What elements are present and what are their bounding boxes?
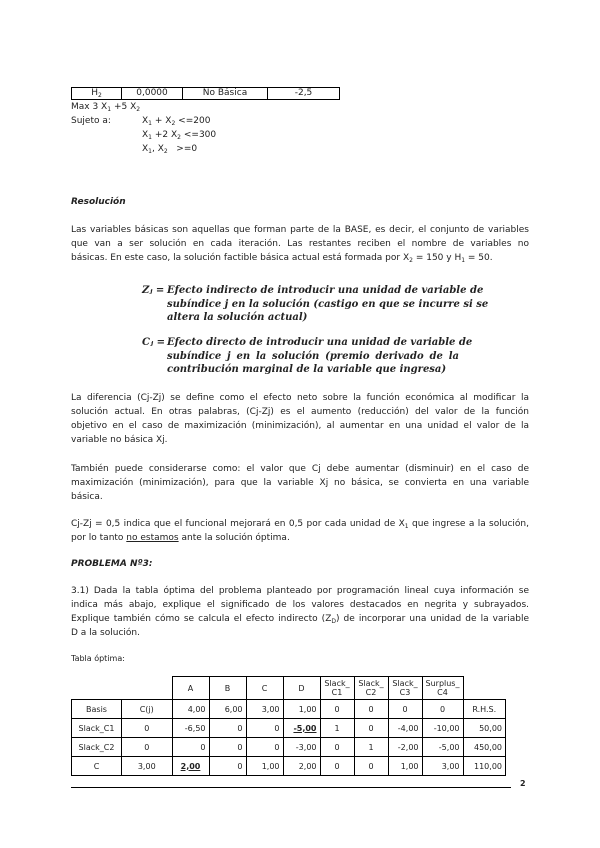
- paragraph-alternative: También puede considerarse como: el valor que Cj debe aumentar (disminuir) en el caso de maximización (minimización), para que la variable Xj no básica, se convierta en una variable básica.: [71, 464, 529, 502]
- highlighted-cell: -5,00: [283, 719, 320, 738]
- table-row: C 3,00 2,00 0 1,00 2,00 0 0 1,00 3,00 110,00: [72, 757, 506, 776]
- paragraph-cj-zj: La diferencia (Cj-Zj) se define como el efecto neto sobre la función económica al modificar la solución actual. En otras palabras, (Cj-Zj) es el aumento (reducción) del valor de la función objetivo en el caso de maximización (minimización), al aumentar en una unidad el valor de la variable no básica Xj.: [71, 393, 529, 445]
- paragraph-basic-variables: Las variables básicas son aquellas que forman parte de la BASE, es decir, el conjunto de variables que van a ser solución en cada iteración. Las restantes reciben el nombre de variables no básicas. En este caso, la solución factible básica actual está formada por $X_2 = 150$ y $H_1 = 50$.: [71, 225, 529, 264]
- constraint-1: $X_1 + X_2 <=200$: [142, 116, 211, 127]
- header-cell: Surplus_ C4: [422, 677, 463, 700]
- header-cell: B: [209, 677, 246, 700]
- top-result-row-table: [71, 87, 340, 100]
- objective-function: Max 3 $X_1 +5$ $X_2$: [71, 102, 141, 113]
- formula-zj: Zⱼ = Efecto indirecto de introducir una unidad de variable de subíndice j en la solución (castigo en que se incurre si se altera la solución actual): [142, 285, 489, 323]
- constraint-nonnegativity: $X_1$, $X_2 >=0$: [142, 144, 198, 155]
- problema-heading: PROBLEMA Nº3:: [71, 559, 153, 569]
- header-cell: C: [246, 677, 283, 700]
- table-row: Slack_C2 0 0 0 0 -3,00 0 1 -2,00 -5,00 450,00: [72, 738, 506, 757]
- table-row: Slack_C1 0 -6,50 0 0 -5,00 1 0 -4,00 -10,00 50,00: [72, 719, 506, 738]
- table-header-row: [72, 677, 506, 700]
- page-number: 2: [520, 779, 526, 788]
- header-cell: D: [283, 677, 320, 700]
- header-cell: A: [172, 677, 209, 700]
- constraint-2: $X_1 +2$ $X_2 <=300$: [142, 130, 217, 141]
- value-cell: 0,0000: [122, 88, 183, 100]
- subject-to-label: Sujeto a:: [71, 116, 111, 126]
- paragraph-problem-3: 3.1) Dada la tabla óptima del problema planteado por programación lineal cuya información se indica más abajo, explique el significado de los valores destacados en negrita y subrayados. Explique también cómo se calcula el efecto indirecto $(Z_D)$ de incorporar una unidad de la variable D a la solución.: [71, 586, 529, 638]
- paragraph-conclusion: Cj-Zj = 0,5 indica que el funcional mejorará en 0,5 por cada unidad de $X_1$ que ingrese a la solución, por lo tanto no estamos ante la solución óptima.: [71, 519, 529, 543]
- table-row: [72, 88, 340, 100]
- optimal-tableau-table: [71, 676, 506, 776]
- tabla-optima-label: Tabla óptima:: [71, 654, 125, 663]
- header-cell: Slack_ C1: [320, 677, 354, 700]
- header-cell: Slack_ C2: [354, 677, 388, 700]
- footer-divider: [71, 787, 511, 788]
- formula-cj: Cⱼ = Efecto directo de introducir una unidad de variable de subíndice j en la solución (premio derivado de la contribución marginal de la variable que ingresa): [142, 337, 473, 375]
- reduced-cost-cell: -2,5: [268, 88, 340, 100]
- highlighted-cell: 2,00: [172, 757, 209, 776]
- resolucion-heading: Resolución: [71, 197, 126, 207]
- status-cell: No Básica: [183, 88, 268, 100]
- table-row: Basis C(j) 4,00 6,00 3,00 1,00 0 0 0 0 R.H.S.: [72, 700, 506, 719]
- header-cell: Slack_ C3: [388, 677, 422, 700]
- variable-cell: $H_2$: [72, 88, 122, 100]
